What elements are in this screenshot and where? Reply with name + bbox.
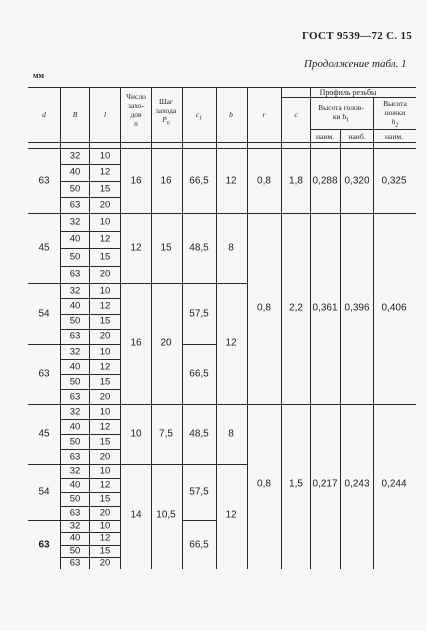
- cell-d: 63: [38, 539, 50, 550]
- col-header-h1-min: наим.: [316, 132, 334, 141]
- cell-c1: 48,5: [189, 242, 209, 254]
- merged-b: 12: [225, 509, 237, 521]
- section-border: [182, 344, 216, 345]
- group-border: [28, 283, 121, 284]
- row-divider: [60, 389, 121, 390]
- section-border: [121, 283, 247, 284]
- cell-B: 63: [69, 557, 81, 569]
- cell-l: 20: [99, 199, 111, 211]
- cell-d: 45: [38, 428, 50, 440]
- unit-label: мм: [33, 71, 44, 80]
- col-header-d: d: [42, 110, 46, 119]
- cell-B: 32: [69, 346, 81, 357]
- row-divider: [60, 419, 121, 420]
- merged-c: 1,5: [289, 478, 303, 490]
- col-sep-b-r: [247, 87, 248, 569]
- cell-B: 63: [69, 507, 81, 519]
- row-divider: [60, 314, 121, 315]
- page-header: ГОСТ 9539—72 С. 15: [302, 30, 413, 42]
- cell-c1: 48,5: [189, 428, 209, 440]
- cell-B: 63: [69, 268, 81, 280]
- col-header-n: [126, 92, 146, 128]
- cell-r: 0,8: [257, 175, 271, 186]
- merged-p: 10,5: [156, 509, 176, 521]
- cell-l: 20: [99, 330, 111, 342]
- cell-c1: 66,5: [189, 175, 209, 186]
- cell-d: 54: [38, 486, 50, 498]
- cell-l: 12: [99, 532, 111, 544]
- col-sep-h1-h2: [373, 97, 374, 569]
- cell-B: 50: [69, 493, 81, 505]
- cell-l: 20: [99, 391, 111, 402]
- col-header-h1: [318, 103, 364, 126]
- col-header-n-line2: захо-: [127, 101, 144, 110]
- table-continuation-caption: Продолжение табл. 1: [304, 58, 407, 70]
- row-divider: [60, 266, 121, 267]
- cell-B: 50: [69, 376, 81, 387]
- cell-l: 15: [99, 493, 111, 505]
- cell-l: 20: [99, 507, 111, 519]
- cell-l: 20: [99, 268, 111, 280]
- cell-l: 15: [99, 251, 111, 263]
- cell-B: 32: [69, 285, 81, 297]
- cell-b: 8: [228, 428, 234, 440]
- col-header-c1: $c_1$: [195, 110, 203, 122]
- cell-l: 20: [99, 557, 111, 569]
- cell-l: 20: [99, 451, 111, 462]
- cell-B: 40: [69, 233, 81, 245]
- col-header-b: b: [229, 110, 233, 119]
- cell-b: 8: [228, 242, 234, 254]
- cell-l: 10: [99, 285, 111, 297]
- cell-n: 16: [130, 175, 142, 186]
- cell-B: 40: [69, 300, 81, 312]
- cell-l: 15: [99, 545, 111, 557]
- cell-B: 32: [69, 465, 81, 477]
- col-header-h1-line1: Высота голов-: [318, 103, 364, 112]
- group-border: [28, 213, 121, 214]
- col-header-l: l: [103, 110, 107, 119]
- col-header-h2-line2: ножки: [384, 108, 406, 117]
- cell-B: 32: [69, 406, 81, 417]
- cell-B: 63: [69, 451, 81, 462]
- cell-p: 16: [160, 175, 172, 186]
- cell-c1: 57,5: [189, 308, 209, 319]
- cell-l: 15: [99, 436, 111, 447]
- cell-l: 15: [99, 183, 111, 195]
- cell-B: 32: [69, 520, 81, 532]
- col-header-B: B: [72, 110, 78, 119]
- cell-d: 63: [38, 175, 50, 186]
- cell-d: 54: [38, 308, 50, 319]
- section-border: [121, 213, 416, 214]
- group-border: [28, 344, 121, 345]
- merged-p: 20: [160, 337, 172, 349]
- cell-B: 32: [69, 216, 81, 228]
- cell-l: 12: [99, 479, 111, 491]
- merged-n: 16: [130, 337, 142, 349]
- col-sep-p-c1: [182, 87, 183, 569]
- col-header-p-line1: Шаг: [159, 97, 173, 106]
- cell-h1max: 0,320: [344, 175, 370, 186]
- cell-l: 10: [99, 346, 111, 357]
- cell-B: 32: [69, 150, 81, 162]
- cell-B: 50: [69, 545, 81, 557]
- col-header-p-line2: захода: [155, 106, 177, 115]
- col-header-p: [156, 97, 176, 129]
- cell-B: 40: [69, 421, 81, 432]
- section-border: [121, 404, 416, 405]
- merged-n: 14: [130, 509, 142, 521]
- cell-h1min: 0,288: [312, 175, 338, 186]
- col-header-n-symbol: n: [134, 119, 138, 128]
- cell-l: 12: [99, 233, 111, 245]
- cell-l: 15: [99, 376, 111, 387]
- col-sep-c1-b: [216, 87, 217, 569]
- merged-h2-min: 0,244: [381, 478, 407, 490]
- col-header-h2-line1: Высота: [383, 99, 407, 108]
- cell-h2: 0,325: [381, 175, 407, 186]
- cell-l: 15: [99, 315, 111, 327]
- cell-n: 10: [130, 428, 142, 440]
- cell-l: 10: [99, 216, 111, 228]
- row-divider: [60, 434, 121, 435]
- cell-l: 12: [99, 421, 111, 432]
- merged-h1-max: 0,396: [344, 302, 370, 314]
- col-sep-c-h1: [310, 87, 311, 569]
- section-border: [121, 464, 247, 465]
- merged-h1-min: 0,361: [312, 302, 338, 314]
- col-sep-h1min-h1max: [340, 129, 341, 569]
- merged-r: 0,8: [257, 302, 271, 314]
- cell-B: 63: [69, 330, 81, 342]
- merged-r: 0,8: [257, 478, 271, 490]
- row-divider: [60, 231, 121, 232]
- col-header-r: r: [262, 110, 266, 119]
- cell-b: 12: [225, 175, 237, 186]
- row-divider: [60, 374, 121, 375]
- merged-h1-min: 0,217: [312, 478, 338, 490]
- col-header-n-line3: дов: [130, 110, 142, 119]
- cell-B: 40: [69, 532, 81, 544]
- group-border: [28, 404, 121, 405]
- col-header-h1-line2: ки $h_1$: [332, 112, 350, 124]
- merged-h2-min: 0,406: [381, 302, 407, 314]
- cell-c1: 66,5: [189, 368, 209, 380]
- profile-header-divider: [281, 97, 416, 98]
- cell-d: 63: [38, 368, 50, 380]
- row-divider: [60, 298, 121, 299]
- cell-B: 40: [69, 166, 81, 178]
- cell-l: 10: [99, 520, 111, 532]
- body-top-line: [28, 148, 416, 149]
- col-header-h2-min: наим.: [385, 132, 403, 141]
- col-header-p-symbol: $P_n$: [162, 115, 170, 127]
- cell-B: 63: [69, 199, 81, 211]
- cell-l: 12: [99, 361, 111, 372]
- col-sep-r-c: [281, 87, 282, 569]
- header-bottom-border: [28, 142, 416, 143]
- cell-d: 45: [38, 242, 50, 254]
- merged-b: 12: [225, 337, 237, 349]
- row-divider: [60, 359, 121, 360]
- merged-h1-max: 0,243: [344, 478, 370, 490]
- col-header-profile: Профиль резьбы: [319, 88, 377, 97]
- cell-l: 10: [99, 406, 111, 417]
- cell-B: 50: [69, 251, 81, 263]
- cell-p: 15: [160, 242, 172, 254]
- col-header-h2: [383, 99, 407, 131]
- merged-c: 2,2: [289, 302, 303, 314]
- col-header-c: c: [294, 110, 298, 119]
- cell-B: 40: [69, 361, 81, 372]
- cell-B: 50: [69, 315, 81, 327]
- cell-p: 7,5: [159, 428, 173, 440]
- cell-l: 12: [99, 166, 111, 178]
- cell-c: 1,8: [289, 175, 303, 186]
- row-divider: [60, 164, 121, 165]
- cell-B: 50: [69, 183, 81, 195]
- row-divider: [60, 449, 121, 450]
- cell-n: 12: [130, 242, 142, 254]
- row-divider: [60, 181, 121, 182]
- cell-c1: 57,5: [189, 486, 209, 498]
- cell-B: 40: [69, 479, 81, 491]
- cell-B: 50: [69, 436, 81, 447]
- cell-l: 12: [99, 300, 111, 312]
- cell-B: 63: [69, 391, 81, 402]
- cell-l: 10: [99, 150, 111, 162]
- col-header-n-line1: Число: [126, 92, 146, 101]
- cell-l: 10: [99, 465, 111, 477]
- section-border: [182, 520, 216, 521]
- cell-c1: 66,5: [189, 539, 209, 550]
- col-header-h1-max: наиб.: [348, 132, 366, 141]
- row-divider: [60, 248, 121, 249]
- col-header-h2-symbol: $h_2$: [391, 117, 399, 129]
- row-divider: [60, 197, 121, 198]
- col-sep-n-p: [151, 87, 152, 569]
- row-divider: [60, 329, 121, 330]
